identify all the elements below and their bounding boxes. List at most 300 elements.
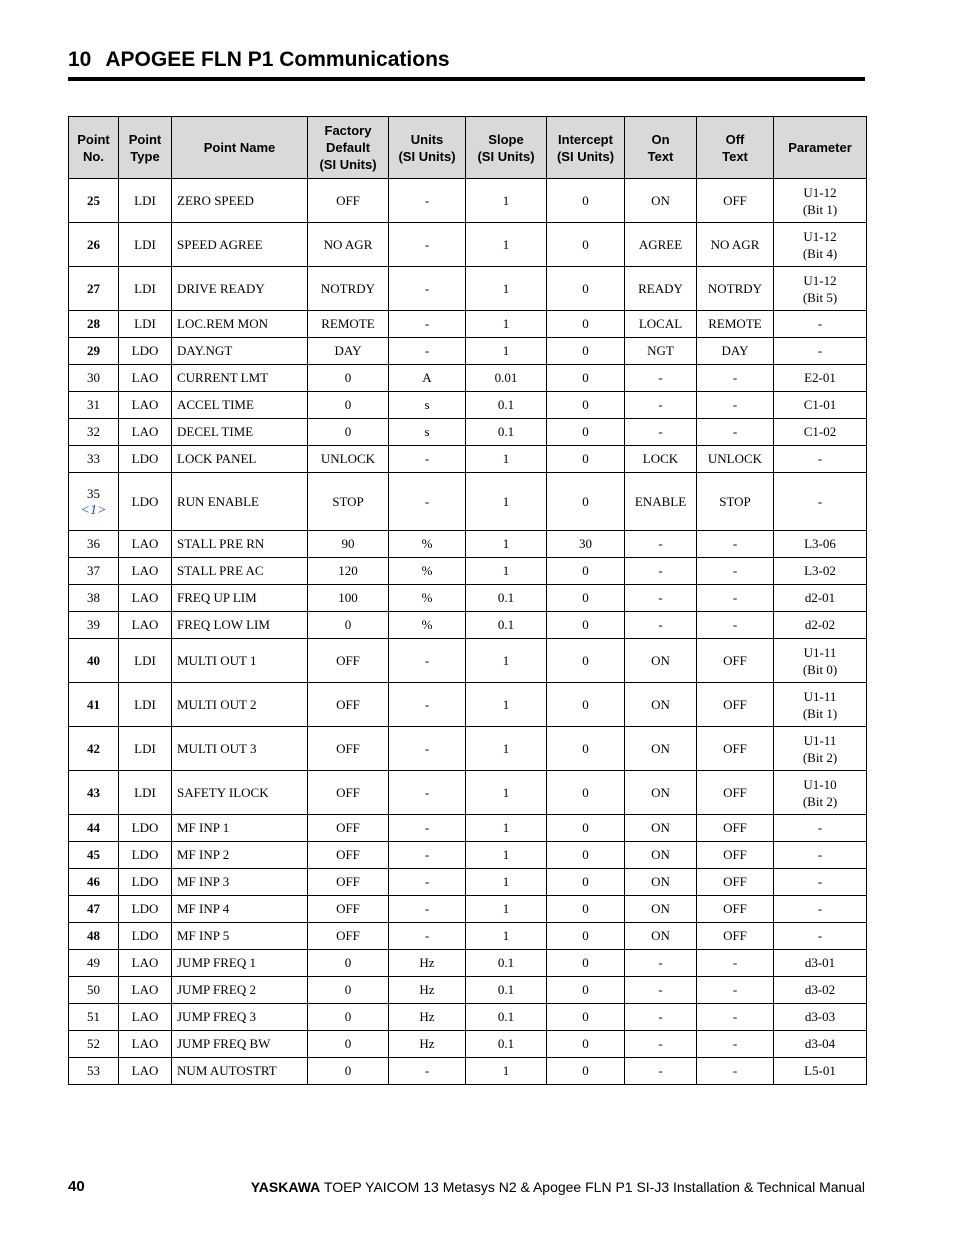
units-cell: - (389, 446, 466, 473)
point-table (68, 116, 867, 1085)
point-name-cell: JUMP FREQ 1 (172, 950, 308, 977)
factory-default-cell: OFF (308, 771, 389, 815)
page-header (68, 48, 865, 72)
on-text-cell: ON (625, 639, 697, 683)
parameter-line: d2-01 (804, 590, 836, 605)
off-text-cell: - (697, 612, 774, 639)
parameter-cell (774, 419, 867, 446)
intercept-cell: 0 (547, 896, 625, 923)
on-text-cell: - (625, 392, 697, 419)
off-text-cell: OFF (697, 771, 774, 815)
off-text-cell: - (697, 585, 774, 612)
intercept-cell: 0 (547, 585, 625, 612)
parameter-cell (774, 1004, 867, 1031)
point-type-cell: LDI (119, 683, 172, 727)
point-name-cell: LOCK PANEL (172, 446, 308, 473)
column-header-line: Type (130, 148, 160, 164)
units-cell: - (389, 1058, 466, 1085)
point-no-cell: 31 (69, 392, 119, 419)
parameter-line: d3-04 (804, 1036, 836, 1051)
parameter-line: - (817, 847, 823, 862)
column-header (697, 117, 774, 179)
on-text-cell: LOCAL (625, 311, 697, 338)
table-row (69, 446, 867, 473)
column-header-line: Text (722, 148, 748, 164)
point-type-cell: LAO (119, 612, 172, 639)
point-no-cell: 28 (69, 311, 119, 338)
factory-default-cell: REMOTE (308, 311, 389, 338)
slope-cell: 1 (466, 923, 547, 950)
on-text-cell: ON (625, 923, 697, 950)
parameter-cell (774, 392, 867, 419)
units-cell: Hz (389, 977, 466, 1004)
off-text-cell: - (697, 558, 774, 585)
parameter-cell (774, 869, 867, 896)
off-text-cell: NOTRDY (697, 267, 774, 311)
column-header-line: (SI Units) (319, 157, 377, 172)
point-name-cell: CURRENT LMT (172, 365, 308, 392)
parameter-cell (774, 612, 867, 639)
point-type-cell: LDO (119, 446, 172, 473)
off-text-cell: - (697, 950, 774, 977)
units-cell: % (389, 612, 466, 639)
column-header-line: Intercept (558, 131, 613, 147)
factory-default-cell: OFF (308, 179, 389, 223)
parameter-line: U1-12 (803, 228, 837, 244)
point-name-cell: MF INP 5 (172, 923, 308, 950)
off-text-cell: OFF (697, 179, 774, 223)
point-name-cell: MULTI OUT 2 (172, 683, 308, 727)
intercept-cell: 0 (547, 977, 625, 1004)
footer-brand: YASKAWA (250, 1179, 321, 1195)
point-type-cell: LDO (119, 869, 172, 896)
parameter-line: - (817, 901, 823, 916)
units-cell: Hz (389, 1004, 466, 1031)
point-type-cell: LDO (119, 815, 172, 842)
footer-title (251, 1179, 865, 1195)
on-text-cell: ENABLE (625, 473, 697, 531)
column-header-line: Slope (488, 131, 524, 147)
table-row (69, 419, 867, 446)
slope-cell: 1 (466, 311, 547, 338)
parameter-line: (Bit 5) (802, 289, 838, 305)
column-header (774, 117, 867, 179)
intercept-cell: 0 (547, 419, 625, 446)
point-type-cell: LDO (119, 896, 172, 923)
on-text-cell: - (625, 612, 697, 639)
off-text-cell: STOP (697, 473, 774, 531)
factory-default-cell: OFF (308, 683, 389, 727)
on-text-cell: - (625, 977, 697, 1004)
units-cell: - (389, 771, 466, 815)
table-row (69, 365, 867, 392)
units-cell: Hz (389, 1031, 466, 1058)
factory-default-cell: NOTRDY (308, 267, 389, 311)
footer-manual-title: TOEP YAICOM 13 Metasys N2 & Apogee FLN P1 SI-J3 Installation & Technical Manual (323, 1179, 865, 1195)
intercept-cell: 0 (547, 639, 625, 683)
table-row (69, 267, 867, 311)
point-name-cell: LOC.REM MON (172, 311, 308, 338)
table-row (69, 683, 867, 727)
parameter-cell (774, 815, 867, 842)
units-cell: - (389, 815, 466, 842)
table-row (69, 977, 867, 1004)
parameter-cell (774, 1058, 867, 1085)
units-cell: % (389, 585, 466, 612)
intercept-cell: 0 (547, 869, 625, 896)
slope-cell: 1 (466, 869, 547, 896)
point-type-cell: LDO (119, 923, 172, 950)
on-text-cell: READY (625, 267, 697, 311)
column-header (308, 117, 389, 179)
parameter-line: (Bit 2) (802, 793, 838, 809)
footnote-reference[interactable]: <1> (80, 502, 107, 518)
parameter-cell (774, 1031, 867, 1058)
parameter-cell (774, 311, 867, 338)
point-no-cell: 32 (69, 419, 119, 446)
slope-cell: 1 (466, 223, 547, 267)
point-name-cell: STALL PRE AC (172, 558, 308, 585)
point-name-cell: SAFETY ILOCK (172, 771, 308, 815)
slope-cell: 1 (466, 1058, 547, 1085)
off-text-cell: OFF (697, 727, 774, 771)
intercept-cell: 0 (547, 473, 625, 531)
column-header-line: Default (325, 140, 371, 155)
factory-default-cell: DAY (308, 338, 389, 365)
table-row (69, 1058, 867, 1085)
factory-default-cell: 0 (308, 1058, 389, 1085)
on-text-cell: ON (625, 179, 697, 223)
units-cell: - (389, 842, 466, 869)
table-row (69, 1031, 867, 1058)
parameter-cell (774, 977, 867, 1004)
slope-cell: 1 (466, 338, 547, 365)
intercept-cell: 0 (547, 311, 625, 338)
slope-cell: 0.1 (466, 392, 547, 419)
on-text-cell: LOCK (625, 446, 697, 473)
intercept-cell: 0 (547, 727, 625, 771)
parameter-cell (774, 683, 867, 727)
point-name-cell: JUMP FREQ 2 (172, 977, 308, 1004)
column-header-line: No. (83, 148, 104, 164)
units-cell: % (389, 531, 466, 558)
table-row (69, 1004, 867, 1031)
intercept-cell: 0 (547, 392, 625, 419)
parameter-cell (774, 950, 867, 977)
column-header (625, 117, 697, 179)
point-no-cell: 51 (69, 1004, 119, 1031)
table-row (69, 815, 867, 842)
table-row (69, 869, 867, 896)
table-row (69, 473, 867, 531)
units-cell: - (389, 311, 466, 338)
slope-cell: 1 (466, 179, 547, 223)
units-cell: - (389, 869, 466, 896)
parameter-line: U1-11 (803, 732, 837, 748)
column-header-line: Point (128, 131, 162, 147)
off-text-cell: OFF (697, 923, 774, 950)
column-header (119, 117, 172, 179)
slope-cell: 0.1 (466, 1004, 547, 1031)
point-name-cell: MF INP 2 (172, 842, 308, 869)
point-type-cell: LDI (119, 267, 172, 311)
parameter-cell (774, 223, 867, 267)
point-no-cell: 40 (69, 639, 119, 683)
point-type-cell: LDO (119, 842, 172, 869)
on-text-cell: ON (625, 815, 697, 842)
slope-cell: 1 (466, 558, 547, 585)
point-no-value: 35 (87, 485, 100, 501)
off-text-cell: - (697, 531, 774, 558)
point-type-cell: LAO (119, 365, 172, 392)
on-text-cell: ON (625, 842, 697, 869)
table-row (69, 950, 867, 977)
intercept-cell: 0 (547, 923, 625, 950)
column-header-line: Point (77, 131, 110, 147)
units-cell: - (389, 639, 466, 683)
column-header-line: Units (410, 131, 444, 147)
intercept-cell: 0 (547, 365, 625, 392)
parameter-line: E2-01 (804, 370, 836, 385)
slope-cell: 1 (466, 531, 547, 558)
units-cell: A (389, 365, 466, 392)
point-name-cell: SPEED AGREE (172, 223, 308, 267)
point-type-cell: LAO (119, 531, 172, 558)
point-type-cell: LDI (119, 223, 172, 267)
parameter-cell (774, 771, 867, 815)
off-text-cell: - (697, 392, 774, 419)
factory-default-cell: STOP (308, 473, 389, 531)
units-cell: - (389, 727, 466, 771)
factory-default-cell: OFF (308, 815, 389, 842)
table-row (69, 923, 867, 950)
parameter-line: L3-06 (804, 536, 836, 551)
section-number: 10 (68, 48, 92, 71)
point-no-cell (69, 473, 119, 531)
parameter-line: (Bit 0) (802, 661, 838, 677)
parameter-line: U1-11 (803, 644, 837, 660)
table-row (69, 223, 867, 267)
units-cell: % (389, 558, 466, 585)
parameter-line: - (817, 316, 823, 331)
slope-cell: 1 (466, 727, 547, 771)
off-text-cell: - (697, 1004, 774, 1031)
point-name-cell: MF INP 1 (172, 815, 308, 842)
intercept-cell: 0 (547, 338, 625, 365)
table-row (69, 311, 867, 338)
units-cell: - (389, 923, 466, 950)
table-row (69, 842, 867, 869)
intercept-cell: 30 (547, 531, 625, 558)
factory-default-cell: OFF (308, 869, 389, 896)
point-name-cell: MF INP 3 (172, 869, 308, 896)
factory-default-cell: UNLOCK (308, 446, 389, 473)
parameter-line: d3-01 (804, 955, 836, 970)
column-header-line: On (651, 131, 670, 147)
table-row (69, 639, 867, 683)
point-no-cell: 43 (69, 771, 119, 815)
page-number: 40 (68, 1178, 85, 1195)
parameter-line: (Bit 1) (802, 201, 838, 217)
parameter-line: U1-10 (803, 776, 837, 792)
on-text-cell: - (625, 1031, 697, 1058)
on-text-cell: ON (625, 683, 697, 727)
intercept-cell: 0 (547, 179, 625, 223)
units-cell: - (389, 223, 466, 267)
point-no-cell: 27 (69, 267, 119, 311)
column-header (172, 117, 308, 179)
point-no-cell: 46 (69, 869, 119, 896)
parameter-line: U1-12 (803, 272, 837, 288)
parameter-line: - (817, 451, 823, 466)
column-header (547, 117, 625, 179)
on-text-cell: - (625, 1058, 697, 1085)
on-text-cell: - (625, 531, 697, 558)
point-name-cell: JUMP FREQ BW (172, 1031, 308, 1058)
on-text-cell: - (625, 950, 697, 977)
parameter-line: L5-01 (804, 1063, 836, 1078)
slope-cell: 0.1 (466, 419, 547, 446)
point-no-cell: 45 (69, 842, 119, 869)
column-header-line: (SI Units) (398, 148, 456, 164)
on-text-cell: NGT (625, 338, 697, 365)
parameter-cell (774, 923, 867, 950)
point-no-cell: 53 (69, 1058, 119, 1085)
slope-cell: 0.1 (466, 612, 547, 639)
slope-cell: 0.1 (466, 977, 547, 1004)
slope-cell: 0.1 (466, 1031, 547, 1058)
point-no-cell: 41 (69, 683, 119, 727)
factory-default-cell: OFF (308, 896, 389, 923)
point-no-cell: 26 (69, 223, 119, 267)
point-no-cell: 42 (69, 727, 119, 771)
point-name-cell: DAY.NGT (172, 338, 308, 365)
section-title: APOGEE FLN P1 Communications (105, 48, 450, 71)
off-text-cell: OFF (697, 815, 774, 842)
parameter-cell (774, 558, 867, 585)
parameter-cell (774, 727, 867, 771)
column-header-line: (SI Units) (556, 148, 615, 164)
intercept-cell: 0 (547, 1004, 625, 1031)
factory-default-cell: OFF (308, 923, 389, 950)
intercept-cell: 0 (547, 950, 625, 977)
parameter-line: U1-12 (803, 184, 837, 200)
table-row (69, 179, 867, 223)
units-cell: - (389, 267, 466, 311)
off-text-cell: DAY (697, 338, 774, 365)
intercept-cell: 0 (547, 1058, 625, 1085)
on-text-cell: - (625, 558, 697, 585)
parameter-cell (774, 267, 867, 311)
units-cell: s (389, 419, 466, 446)
table-row (69, 585, 867, 612)
parameter-line: d2-02 (804, 617, 836, 632)
table-body (69, 179, 867, 1085)
units-cell: - (389, 338, 466, 365)
column-header (466, 117, 547, 179)
units-cell: - (389, 896, 466, 923)
parameter-line: - (817, 928, 823, 943)
intercept-cell: 0 (547, 267, 625, 311)
point-type-cell: LDI (119, 311, 172, 338)
parameter-cell (774, 179, 867, 223)
point-type-cell: LDI (119, 179, 172, 223)
column-header-line: Factory (324, 123, 372, 138)
header-rule (68, 77, 865, 81)
column-header-line: (SI Units) (477, 148, 535, 164)
column-header-line: Point Name (203, 140, 276, 155)
on-text-cell: - (625, 585, 697, 612)
point-name-cell: ZERO SPEED (172, 179, 308, 223)
table-row (69, 392, 867, 419)
parameter-line: C1-02 (803, 424, 837, 439)
slope-cell: 0.1 (466, 950, 547, 977)
slope-cell: 1 (466, 896, 547, 923)
on-text-cell: ON (625, 771, 697, 815)
units-cell: s (389, 392, 466, 419)
column-header (389, 117, 466, 179)
off-text-cell: REMOTE (697, 311, 774, 338)
slope-cell: 0.01 (466, 365, 547, 392)
point-no-cell: 52 (69, 1031, 119, 1058)
point-no-cell: 39 (69, 612, 119, 639)
point-type-cell: LDI (119, 771, 172, 815)
parameter-cell (774, 842, 867, 869)
factory-default-cell: OFF (308, 842, 389, 869)
table-row (69, 896, 867, 923)
point-name-cell: FREQ LOW LIM (172, 612, 308, 639)
off-text-cell: NO AGR (697, 223, 774, 267)
point-no-cell: 33 (69, 446, 119, 473)
units-cell: - (389, 683, 466, 727)
point-name-cell: RUN ENABLE (172, 473, 308, 531)
point-type-cell: LAO (119, 1004, 172, 1031)
off-text-cell: OFF (697, 869, 774, 896)
point-no-cell: 29 (69, 338, 119, 365)
parameter-cell (774, 473, 867, 531)
on-text-cell: ON (625, 896, 697, 923)
slope-cell: 0.1 (466, 585, 547, 612)
table-row (69, 727, 867, 771)
parameter-line: d3-02 (804, 982, 836, 997)
units-cell: - (389, 473, 466, 531)
point-no-cell: 36 (69, 531, 119, 558)
slope-cell: 1 (466, 683, 547, 727)
intercept-cell: 0 (547, 815, 625, 842)
point-type-cell: LAO (119, 977, 172, 1004)
table-row (69, 771, 867, 815)
factory-default-cell: 0 (308, 365, 389, 392)
slope-cell: 1 (466, 639, 547, 683)
table-row (69, 612, 867, 639)
on-text-cell: ON (625, 727, 697, 771)
point-name-cell: MF INP 4 (172, 896, 308, 923)
point-no-cell: 25 (69, 179, 119, 223)
point-no-cell: 38 (69, 585, 119, 612)
slope-cell: 1 (466, 771, 547, 815)
parameter-cell (774, 531, 867, 558)
parameter-cell (774, 338, 867, 365)
slope-cell: 1 (466, 842, 547, 869)
point-name-cell: JUMP FREQ 3 (172, 1004, 308, 1031)
point-type-cell: LAO (119, 1058, 172, 1085)
parameter-cell (774, 585, 867, 612)
off-text-cell: - (697, 1058, 774, 1085)
parameter-line: (Bit 2) (802, 749, 838, 765)
off-text-cell: OFF (697, 683, 774, 727)
point-no-cell: 44 (69, 815, 119, 842)
column-header (69, 117, 119, 179)
